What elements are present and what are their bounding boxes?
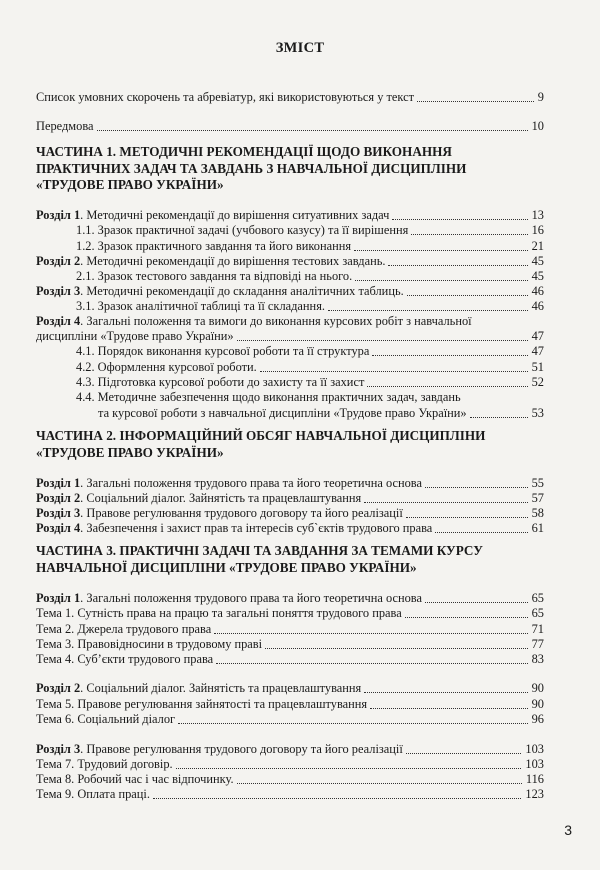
toc-entry-title bbox=[76, 238, 351, 254]
toc-entry-text: Тема 5. Правове регулювання зайнятості та працевлаштування bbox=[36, 697, 368, 711]
toc-entry-text: Тема 6. Соціальний діалог bbox=[36, 712, 176, 726]
toc-entry bbox=[36, 118, 544, 134]
toc-entry-title bbox=[36, 741, 403, 757]
toc-entry-text: 4.2. Оформлення курсової роботи. bbox=[76, 360, 257, 374]
toc-entry-page: 90 bbox=[531, 681, 544, 695]
toc-entry-text: Тема 8. Робочий час і час відпочинку. bbox=[36, 772, 234, 786]
toc-leader-dots bbox=[411, 234, 528, 235]
toc-leader-dots bbox=[354, 250, 528, 251]
toc-leader-dots bbox=[364, 692, 528, 693]
toc-entry-text: . Правове регулювання трудового договору та його реалізації bbox=[80, 742, 403, 756]
toc-entry-page: 123 bbox=[525, 787, 544, 801]
toc-leader-dots bbox=[470, 417, 528, 418]
toc-entry bbox=[36, 651, 544, 667]
toc-entry-text: . Правове регулювання трудового договору та його реалізації bbox=[80, 506, 403, 520]
toc-entry-title bbox=[36, 605, 402, 621]
toc-entry-title bbox=[76, 222, 408, 238]
toc-entry bbox=[36, 741, 544, 757]
toc-leader-dots bbox=[265, 648, 528, 649]
toc-entry bbox=[36, 389, 544, 405]
toc-entry-text: . Забезпечення і захист прав та інтересів суб`єктів трудового права bbox=[80, 521, 433, 535]
toc-entry-page: 71 bbox=[531, 622, 544, 636]
toc-entry-text: Тема 1. Сутність права на працю та загальні поняття трудового права bbox=[36, 606, 402, 620]
toc-entry-page: 83 bbox=[531, 652, 544, 666]
toc-entry-text: Тема 4. Суб’єкти трудового права bbox=[36, 652, 214, 666]
toc-entry bbox=[36, 207, 544, 223]
toc-entry bbox=[36, 621, 544, 637]
toc-entry-text: . Методичні рекомендації до складання аналітичних таблиць. bbox=[80, 284, 404, 298]
toc-entry-label: Розділ 3 bbox=[36, 284, 81, 298]
toc-entry-page: 46 bbox=[531, 299, 544, 313]
toc-entry-text: . Соціальний діалог. Зайнятість та працевлаштування bbox=[80, 681, 362, 695]
toc-leader-dots bbox=[372, 355, 528, 356]
toc-entry bbox=[36, 222, 544, 238]
toc-entry bbox=[36, 771, 544, 787]
toc-leader-dots bbox=[237, 783, 522, 784]
toc-entry bbox=[36, 605, 544, 621]
toc-entry-text: дисципліни «Трудове право України» bbox=[36, 329, 234, 343]
toc-entry-text: 4.4. Методичне забезпечення щодо виконання практичних задач, завдань bbox=[76, 390, 461, 404]
toc-entry bbox=[36, 696, 544, 712]
toc-entry-text: Передмова bbox=[36, 119, 94, 133]
toc-entry bbox=[36, 405, 544, 421]
toc-leader-dots bbox=[328, 310, 528, 311]
toc-leader-dots bbox=[388, 265, 528, 266]
toc-entry-text: Тема 2. Джерела трудового права bbox=[36, 622, 212, 636]
toc-entry-label: Розділ 3 bbox=[36, 506, 81, 520]
toc-entry-page: 45 bbox=[531, 269, 544, 283]
toc-entry-page: 52 bbox=[531, 375, 544, 389]
part-heading-line: «ТРУДОВЕ ПРАВО УКРАЇНИ» bbox=[36, 177, 224, 192]
toc-entry-text: Тема 7. Трудовий договір. bbox=[36, 757, 173, 771]
page-title: ЗМІСТ bbox=[275, 40, 325, 56]
toc-entry-title bbox=[76, 268, 352, 284]
toc-entry-title bbox=[76, 359, 257, 375]
part-heading bbox=[36, 428, 556, 461]
page-number: 3 bbox=[564, 822, 572, 838]
toc-entry-label: Розділ 2 bbox=[36, 681, 81, 695]
toc-entry bbox=[36, 343, 544, 359]
toc-entry bbox=[36, 475, 544, 491]
toc-leader-dots bbox=[425, 602, 528, 603]
toc-entry-title bbox=[76, 374, 364, 390]
toc-entry-text: та курсової роботи з навчальної дисципліни «Трудове право України» bbox=[98, 406, 467, 420]
toc-entry-text: Тема 3. Правовідносини в трудовому праві bbox=[36, 637, 263, 651]
toc-entry-title bbox=[36, 328, 234, 344]
toc-entry-text: Список умовних скорочень та абревіатур, які використовуються у текст bbox=[36, 90, 415, 104]
toc-entry-label: Розділ 3 bbox=[36, 742, 81, 756]
toc-entry-page: 13 bbox=[531, 208, 544, 222]
toc-leader-dots bbox=[260, 371, 528, 372]
toc-entry-title bbox=[36, 118, 94, 134]
toc-entry bbox=[36, 359, 544, 375]
toc-entry-title bbox=[36, 475, 422, 491]
toc-entry-title bbox=[36, 651, 213, 667]
toc-entry bbox=[36, 505, 544, 521]
toc-entry-text: . Методичні рекомендації до вирішення тестових завдань. bbox=[80, 254, 386, 268]
toc-entry-title bbox=[36, 520, 432, 536]
toc-entry-title bbox=[76, 343, 369, 359]
toc-entry bbox=[36, 89, 544, 105]
part-heading-line: ЧАСТИНА 2. ІНФОРМАЦІЙНИЙ ОБСЯГ НАВЧАЛЬНОЇ ДИСЦИПЛІНИ bbox=[36, 428, 486, 443]
toc-entry-label: Розділ 4 bbox=[36, 314, 81, 328]
part-heading bbox=[36, 543, 556, 576]
toc-leader-dots bbox=[355, 280, 528, 281]
toc-leader-dots bbox=[214, 633, 528, 634]
toc-entry-title bbox=[36, 283, 404, 299]
toc-entry-page: 96 bbox=[531, 712, 544, 726]
toc-entry-label: Розділ 2 bbox=[36, 254, 81, 268]
toc-entry-page: 53 bbox=[531, 406, 544, 420]
part-heading-line: «ТРУДОВЕ ПРАВО УКРАЇНИ» bbox=[36, 444, 224, 460]
toc-entry-page: 55 bbox=[531, 476, 544, 490]
toc-entry bbox=[36, 298, 544, 314]
toc-entry bbox=[36, 680, 544, 696]
toc-leader-dots bbox=[406, 517, 528, 518]
toc-entry-title bbox=[36, 636, 262, 652]
part-heading-line: ЧАСТИНА 1. МЕТОДИЧНІ РЕКОМЕНДАЦІЇ ЩОДО ВИКОНАННЯ bbox=[36, 144, 452, 159]
toc-entry-label: Розділ 2 bbox=[36, 491, 81, 505]
toc-leader-dots bbox=[97, 130, 528, 131]
toc-entry-title bbox=[36, 253, 385, 269]
toc-entry-page: 47 bbox=[531, 329, 544, 343]
toc-entry-page: 103 bbox=[525, 757, 544, 771]
toc-entry bbox=[36, 490, 544, 506]
toc-entry-label: Розділ 1 bbox=[36, 591, 81, 605]
toc-entry-page: 65 bbox=[531, 606, 544, 620]
toc-entry-text: . Загальні положення трудового права та його теоретична основа bbox=[80, 591, 422, 605]
toc-leader-dots bbox=[370, 708, 528, 709]
toc-entry-text: 4.1. Порядок виконання курсової роботи та її структура bbox=[76, 344, 370, 358]
toc-entry-page: 65 bbox=[531, 591, 544, 605]
toc-entry-title bbox=[76, 298, 325, 314]
toc-entry-title bbox=[36, 505, 403, 521]
toc-entry-text: . Загальні положення трудового права та його теоретична основа bbox=[80, 476, 422, 490]
toc-entry bbox=[36, 786, 544, 802]
toc-entry-label: Розділ 1 bbox=[36, 208, 81, 222]
toc-entry-title bbox=[36, 756, 173, 772]
toc-entry bbox=[36, 711, 544, 727]
part-heading-line: ПРАКТИЧНИХ ЗАДАЧ ТА ЗАВДАНЬ З НАВЧАЛЬНОЇ ДИСЦИПЛІНИ bbox=[36, 160, 467, 176]
toc-entry-text: . Методичні рекомендації до вирішення ситуативних задач bbox=[80, 208, 390, 222]
toc-entry-title bbox=[36, 711, 175, 727]
toc-entry-page: 45 bbox=[531, 254, 544, 268]
toc-entry-page: 10 bbox=[531, 119, 544, 133]
toc-entry-page: 58 bbox=[531, 506, 544, 520]
toc-entry-label: Розділ 1 bbox=[36, 476, 81, 490]
toc-entry bbox=[36, 268, 544, 284]
toc-leader-dots bbox=[216, 663, 528, 664]
toc-leader-dots bbox=[417, 101, 534, 102]
toc-entry-title bbox=[76, 389, 461, 405]
toc-entry-title bbox=[36, 313, 472, 329]
toc-entry-title bbox=[36, 207, 389, 223]
toc-entry-text: . Соціальний діалог. Зайнятість та працевлаштування bbox=[80, 491, 362, 505]
toc-leader-dots bbox=[406, 753, 521, 754]
toc-entry-text: 2.1. Зразок тестового завдання та відповіді на нього. bbox=[76, 269, 353, 283]
toc-entry bbox=[36, 313, 544, 329]
toc-leader-dots bbox=[364, 502, 528, 503]
toc-entry-page: 90 bbox=[531, 697, 544, 711]
toc-entry-label: Розділ 4 bbox=[36, 521, 81, 535]
toc-entry-text: 3.1. Зразок аналітичної таблиці та її складання. bbox=[76, 299, 325, 313]
toc-entry-title bbox=[36, 786, 150, 802]
toc-entry-page: 47 bbox=[531, 344, 544, 358]
toc-entry bbox=[36, 238, 544, 254]
toc-entry-page: 61 bbox=[531, 521, 544, 535]
toc-entry-text: 4.3. Підготовка курсової роботи до захисту та її захист bbox=[76, 375, 365, 389]
toc-entry-title bbox=[36, 590, 422, 606]
toc-entry bbox=[36, 636, 544, 652]
toc-entry-title bbox=[36, 696, 367, 712]
toc-entry-title bbox=[36, 89, 414, 105]
toc-leader-dots bbox=[237, 340, 528, 341]
toc-entry-page: 16 bbox=[531, 223, 544, 237]
toc-entry-page: 57 bbox=[531, 491, 544, 505]
toc-entry bbox=[36, 756, 544, 772]
toc-entry-text: . Загальні положення та вимоги до виконання курсових робіт з навчальної bbox=[80, 314, 472, 328]
toc-entry-title bbox=[36, 680, 361, 696]
toc-entry-text: Тема 9. Оплата праці. bbox=[36, 787, 150, 801]
part-heading-line: НАВЧАЛЬНОЇ ДИСЦИПЛІНИ «ТРУДОВЕ ПРАВО УКРАЇНИ» bbox=[36, 559, 417, 575]
toc-entry bbox=[36, 520, 544, 536]
toc-entry-title bbox=[36, 771, 234, 787]
toc-leader-dots bbox=[367, 386, 528, 387]
part-heading bbox=[36, 144, 556, 194]
toc-entry-title bbox=[98, 405, 467, 421]
toc-entry-title bbox=[36, 490, 361, 506]
toc-leader-dots bbox=[178, 723, 528, 724]
toc-entry-page: 103 bbox=[525, 742, 544, 756]
toc-entry bbox=[36, 590, 544, 606]
toc-entry-text: 1.1. Зразок практичної задачі (учбового казусу) та її вирішення bbox=[76, 223, 409, 237]
toc-entry-text: 1.2. Зразок практичного завдання та його виконання bbox=[76, 239, 352, 253]
toc-entry bbox=[36, 328, 544, 344]
toc-entry-page: 9 bbox=[537, 90, 544, 104]
toc-entry bbox=[36, 374, 544, 390]
toc-leader-dots bbox=[425, 487, 528, 488]
toc-leader-dots bbox=[405, 617, 528, 618]
toc-leader-dots bbox=[176, 768, 521, 769]
toc-entry-page: 51 bbox=[531, 360, 544, 374]
toc-entry-page: 77 bbox=[531, 637, 544, 651]
toc-entry-page: 46 bbox=[531, 284, 544, 298]
toc-entry bbox=[36, 253, 544, 269]
toc-leader-dots bbox=[153, 798, 521, 799]
toc-leader-dots bbox=[392, 219, 528, 220]
toc-leader-dots bbox=[435, 532, 528, 533]
toc-entry bbox=[36, 283, 544, 299]
toc-entry-title bbox=[36, 621, 211, 637]
toc-leader-dots bbox=[407, 295, 528, 296]
toc-entry-page: 21 bbox=[531, 239, 544, 253]
part-heading-line: ЧАСТИНА 3. ПРАКТИЧНІ ЗАДАЧІ ТА ЗАВДАННЯ ЗА ТЕМАМИ КУРСУ bbox=[36, 543, 483, 558]
toc-entry-page: 116 bbox=[525, 772, 544, 786]
